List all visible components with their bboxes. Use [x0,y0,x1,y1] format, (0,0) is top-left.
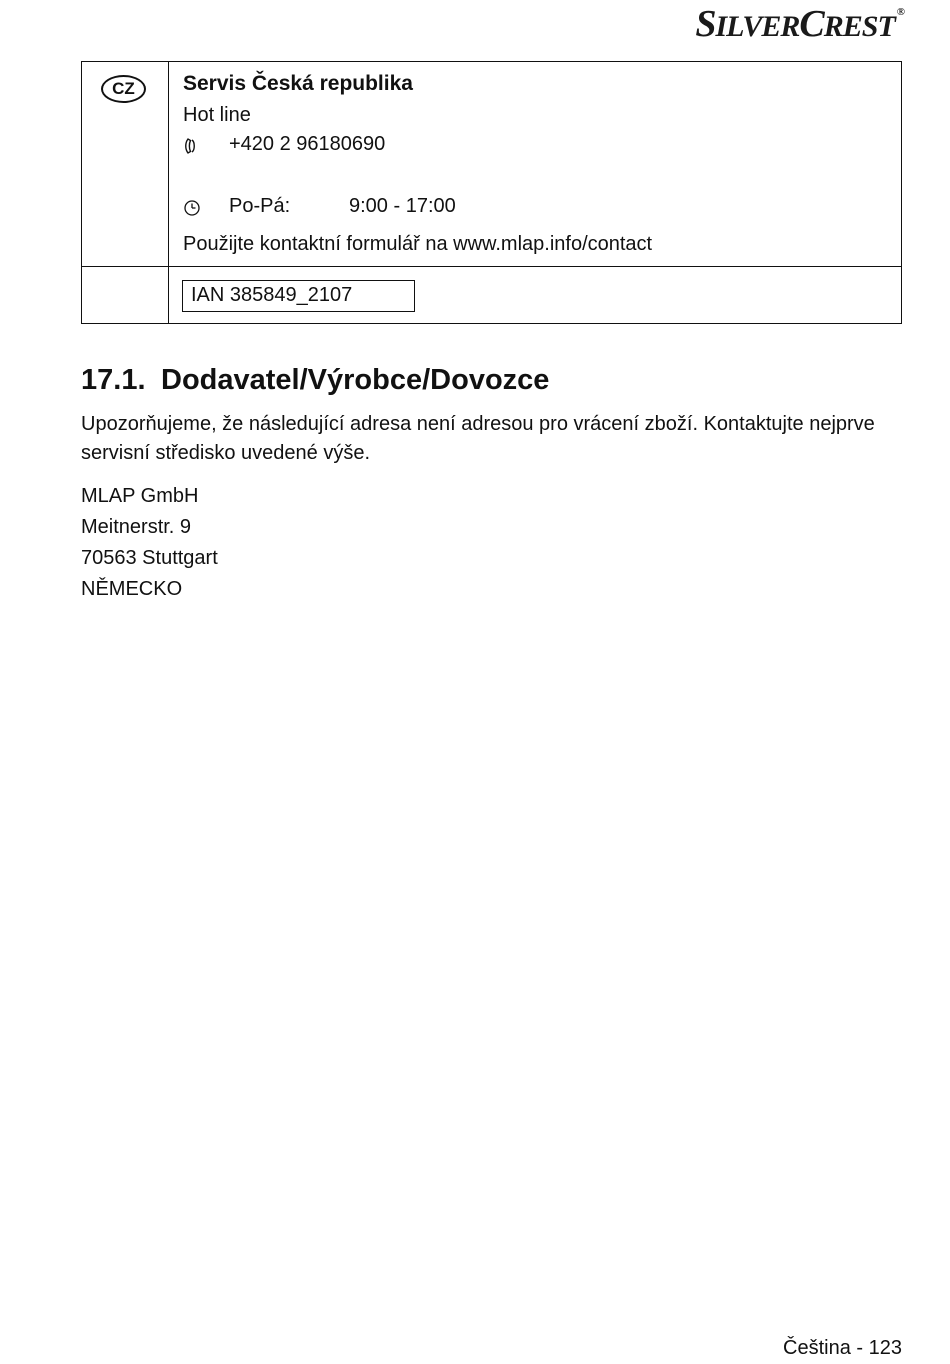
section-title: Dodavatel/Výrobce/Dovozce [161,364,550,396]
hotline-label: Hot line [183,104,251,126]
page-footer: Čeština - 123 [783,1337,902,1359]
supplier-address [81,481,218,605]
contact-form-line: Použijte kontaktní formulář na www.mlap.info/contact [183,233,653,255]
phone-icon [183,137,201,155]
registered-mark: ® [896,6,904,18]
hotline-phone: +420 2 96180690 [229,133,386,155]
section-number: 17.1. [81,364,146,396]
return-notice-paragraph: Upozorňujeme, že následující adresa není adresou pro vrácení zboží. Kontaktujte nejprve servisní středisko uvedené výše. [81,413,875,464]
address-line: Meitnerstr. 9 [81,516,192,538]
table-row-divider [82,266,901,267]
address-line: MLAP GmbH [81,485,199,507]
section-heading [81,364,549,397]
service-table [81,61,902,324]
address-line: 70563 Stuttgart [81,547,218,569]
service-title: Servis Česká republika [183,72,413,95]
hours-label: Po-Pá: [229,195,291,217]
clock-icon [183,199,201,217]
ian-box: IAN 385849_2107 [182,280,415,312]
hours-value: 9:00 - 17:00 [349,195,456,217]
address-line: NĚMECKO [81,578,183,600]
brand-logo: SILVERCREST ® [695,3,904,45]
country-badge: CZ [101,75,146,103]
table-column-divider [168,62,169,323]
